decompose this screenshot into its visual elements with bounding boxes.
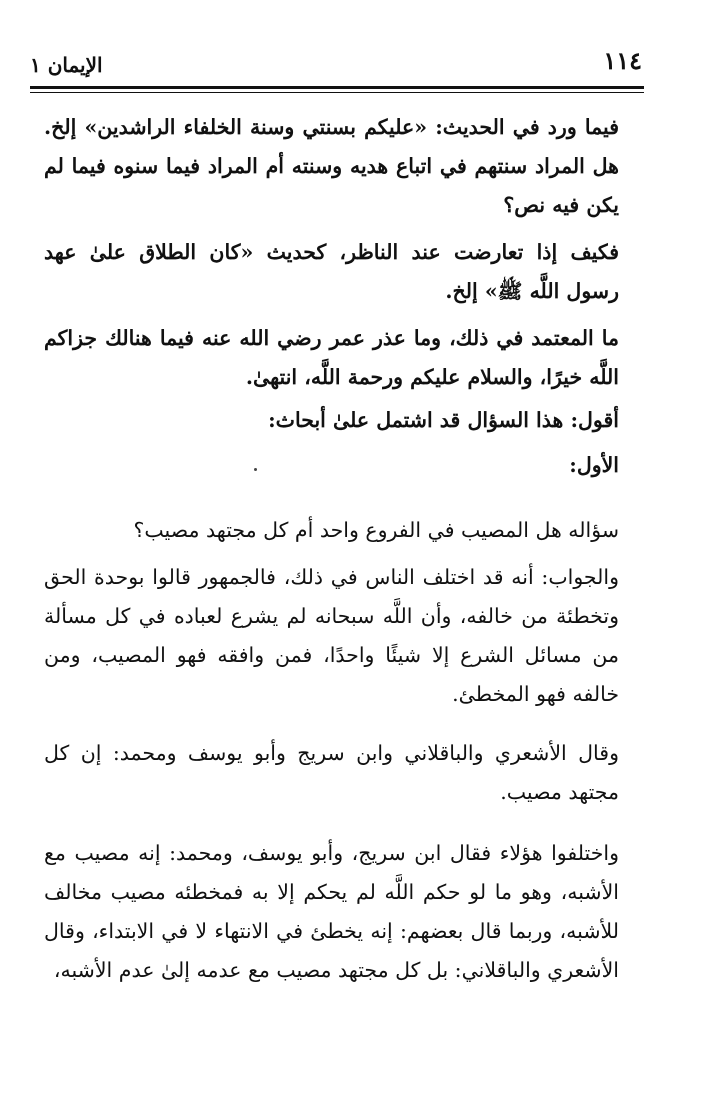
body-paragraph: واختلفوا هؤلاء فقال ابن سريج، وأبو يوسف، ومحمد: إنه مصيب مع الأشبه، وهو ما لو حكم اللَّه لم يحكم إلا به فمخطئه مصيب مخالف للأشبه، وربما قال بعضهم: إنه يخطئ في الانتهاء لا في الابتداء، وقال الأشعري والباقلاني: بل كل مجتهد مصيب مع عدمه إلىٰ عدم الأشبه،: [44, 841, 619, 982]
body-paragraph: سؤاله هل المصيب في الفروع واحد أم كل مجتهد مصيب؟: [133, 518, 619, 542]
header-rule-thick: [30, 86, 644, 89]
section-heading-first: الأول:: [569, 453, 619, 477]
body-paragraph: وقال الأشعري والباقلاني وابن سريج وأبو يوسف ومحمد: إن كل مجتهد مصيب.: [44, 741, 619, 804]
answer-intro: أقول: هذا السؤال قد اشتمل علىٰ أبحاث:: [268, 408, 619, 432]
question-paragraph: فكيف إذا تعارضت عند الناظر، كحديث «كان الطلاق علىٰ عهد رسول اللَّه ﷺ» إلخ.: [44, 240, 619, 303]
page-number: ١١٤: [603, 46, 642, 75]
header-rule-thin: [30, 92, 644, 93]
question-paragraph: ما المعتمد في ذلك، وما عذر عمر رضي الله عنه فيما هنالك جزاكم اللَّه خيرًا، والسلام عليكم ورحمة اللَّه، انتهىٰ.: [44, 326, 619, 389]
question-paragraph: فيما ورد في الحديث: «عليكم بسنتي وسنة الخلفاء الراشدين» إلخ. هل المراد سنتهم في اتباع هديه وسنته أم المراد فيما سنوه فيما لم يكن فيه نص؟: [44, 115, 619, 217]
body-paragraph: والجواب: أنه قد اختلف الناس في ذلك، فالجمهور قالوا بوحدة الحق وتخطئة من خالفه، وأن اللَّه سبحانه لم يشرع لعباده في كل مسألة من مسائل الشرع إلا شيئًا واحدًا، فمن وافقه فهو المصيب، ومن خالفه فهو المخطئ.: [44, 565, 619, 706]
page-header: [30, 46, 642, 86]
running-title: الإيمان ١: [30, 53, 103, 77]
page-body: [44, 108, 619, 990]
scan-speck: [254, 468, 257, 471]
